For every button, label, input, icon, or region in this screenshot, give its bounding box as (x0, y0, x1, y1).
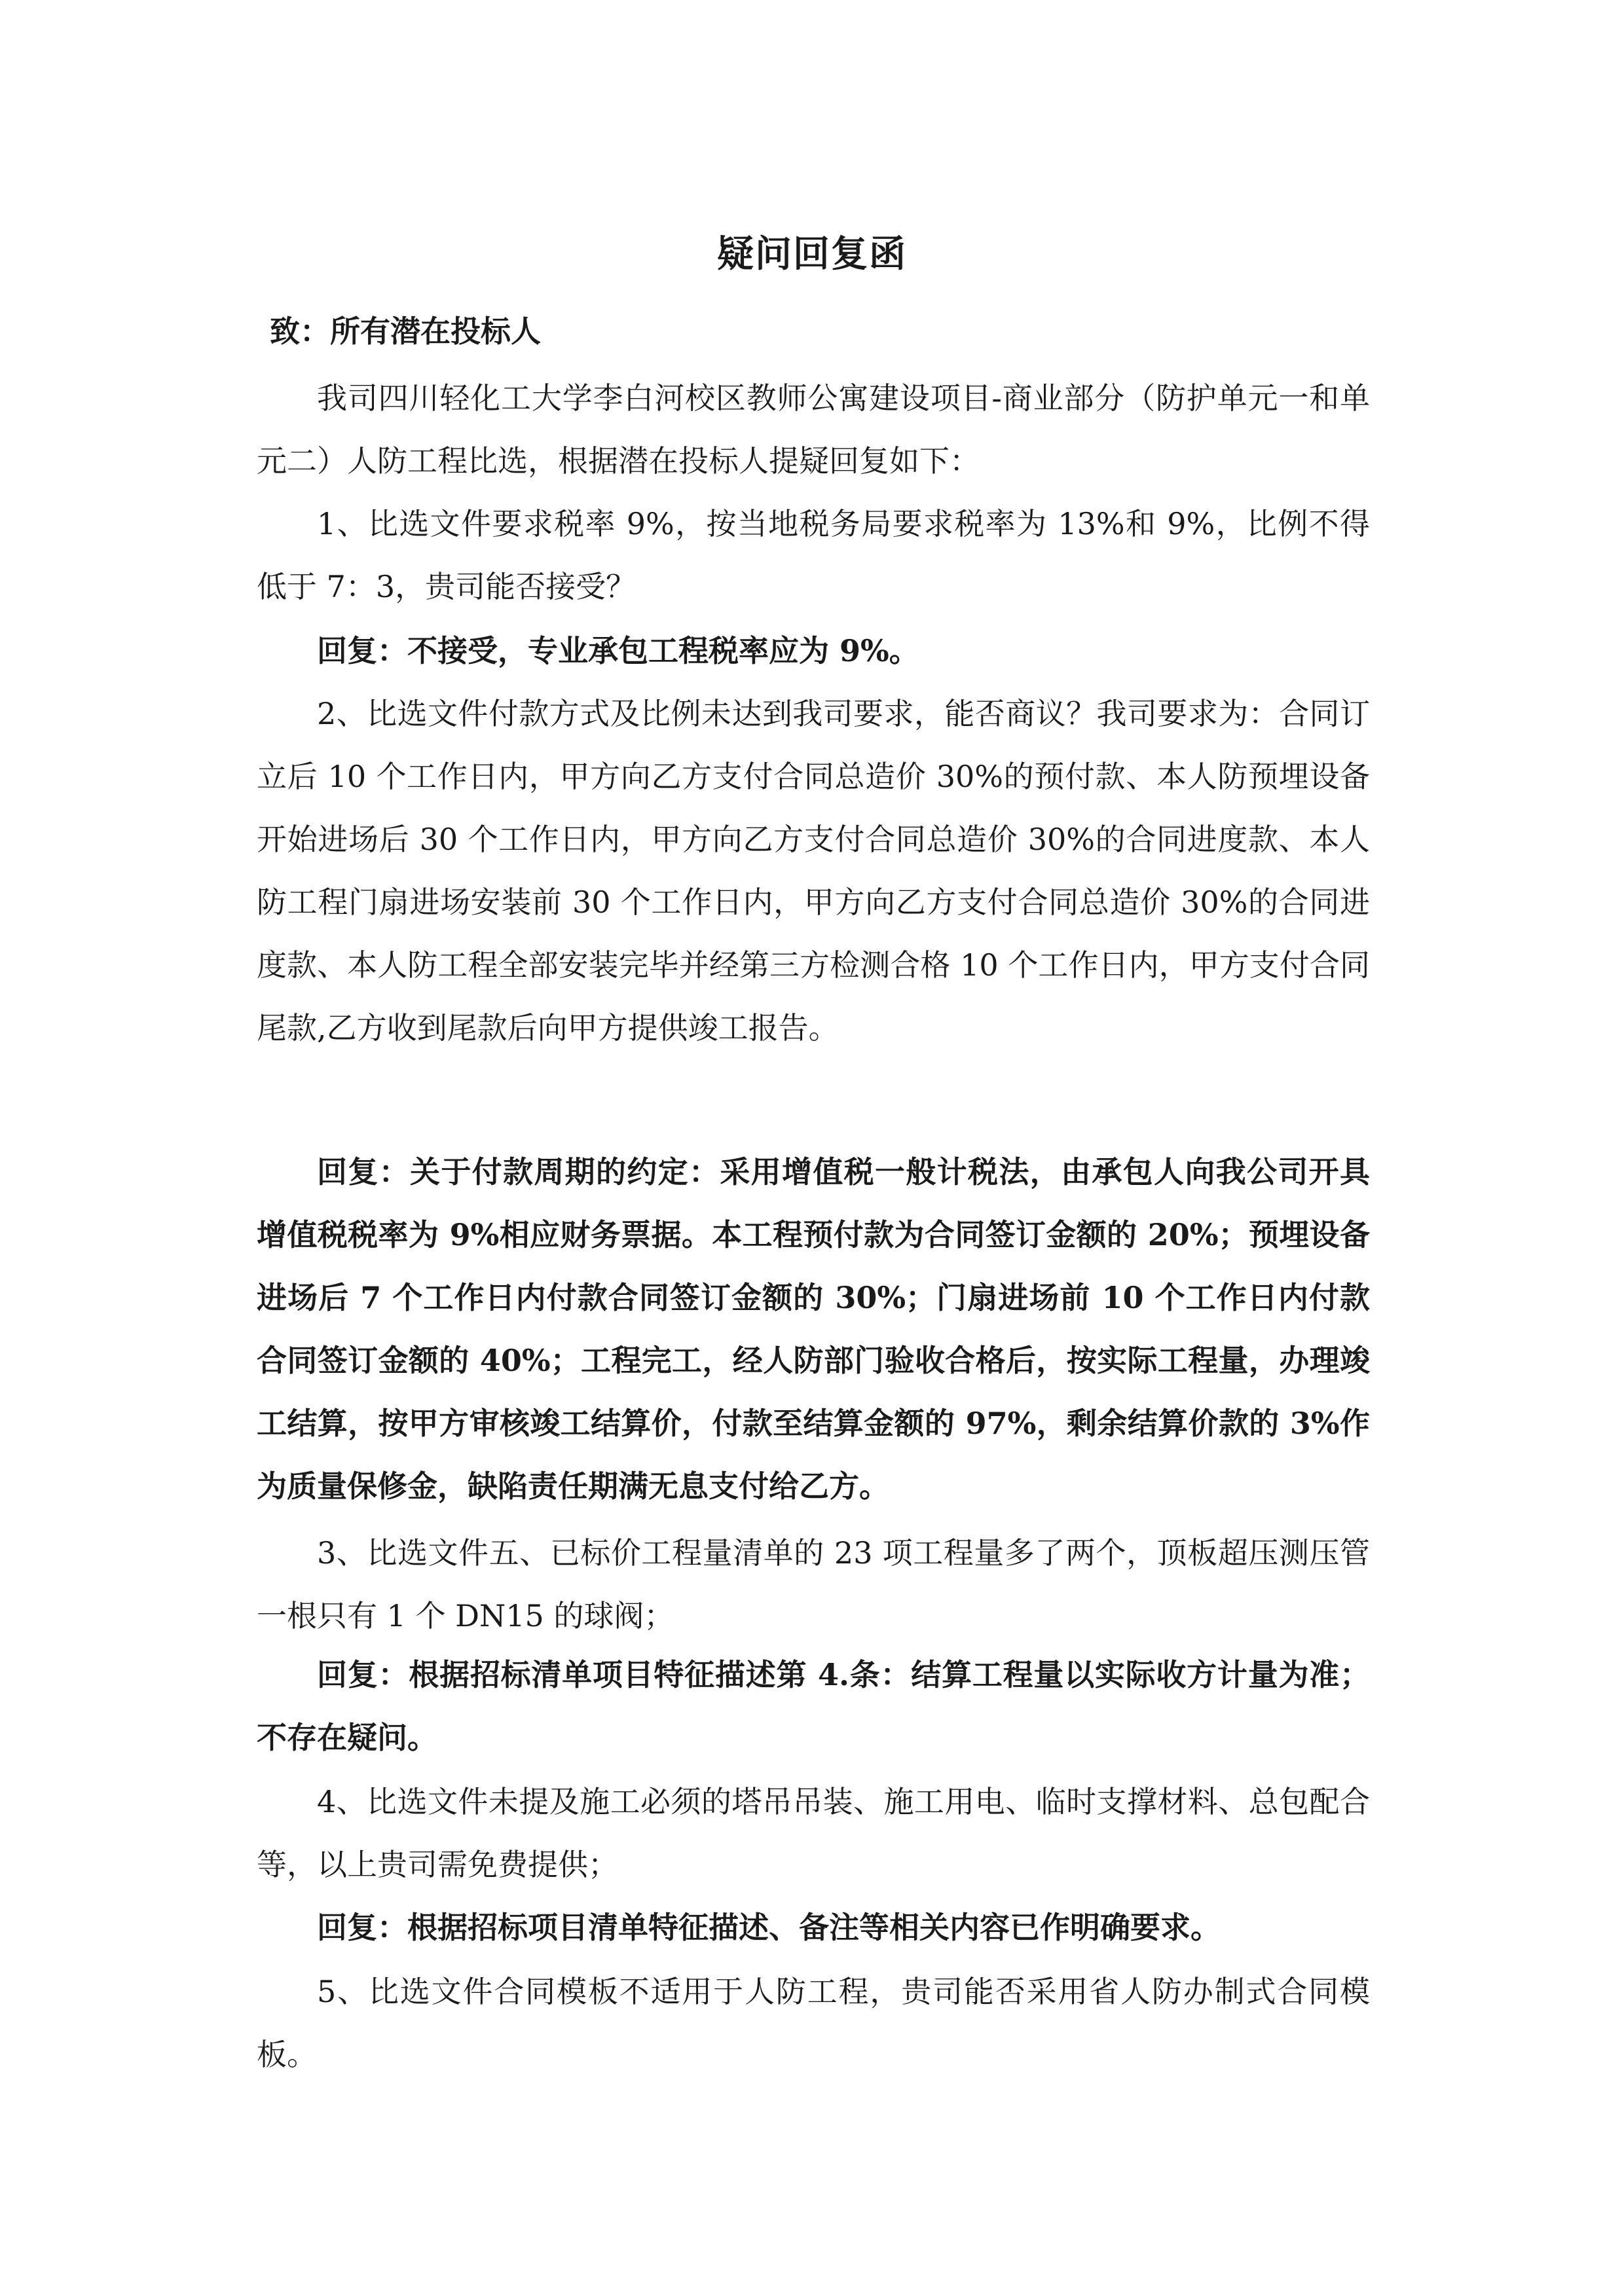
question-2: 2、比选文件付款方式及比例未达到我司要求，能否商议？我司要求为：合同订立后 10 个工作日内，甲方向乙方支付合同总造价 30%的预付款、本人防预埋设备开始进场后 30 个工作日内，甲方向乙方支付合同总造价 30%的合同进度款、本人防工程门扇进场安装前 30 个工作日内，甲方向乙方支付合同总造价 30%的合同进度款、本人防工程全部安装完毕并经第三方检测合格 10 个工作日内，甲方支付合同尾款,乙方收到尾款后向甲方提供竣工报告。 (257, 696, 1370, 1046)
question-3: 3、比选文件五、已标价工程量清单的 23 项工程量多了两个，顶板超压测压管一根只有 1 个 DN15 的球阀； (257, 1535, 1370, 1633)
reply-2: 回复：关于付款周期的约定：采用增值税一般计税法，由承包人向我公司开具增值税税率为 9%相应财务票据。本工程预付款为合同签订金额的 20%；预埋设备进场后 7 个工作日内付款合同签订金额的 30%；门扇进场前 10 个工作日内付款合同签订金额的 40%；工程完工，经人防部门验收合格后，按实际工程量，办理竣工结算，按甲方审核竣工结算价，付款至结算金额的 97%，剩余结算价款的 3%作为质量保修金，缺陷责任期满无息支付给乙方。 (257, 1154, 1370, 1504)
question-4: 4、比选文件未提及施工必须的塔吊吊装、施工用电、临时支撑材料、总包配合等，以上贵司需免费提供； (257, 1784, 1370, 1882)
question-1: 1、比选文件要求税率 9%，按当地税务局要求税率为 13%和 9%，比例不得低于 7：3，贵司能否接受？ (257, 506, 1370, 604)
document-title: 疑问回复函 (717, 232, 907, 276)
question-5: 5、比选文件合同模板不适用于人防工程，贵司能否采用省人防办制式合同模板。 (257, 1974, 1370, 2072)
reply-3: 回复：根据招标清单项目特征描述第 4.条：结算工程量以实际收方计量为准；不存在疑问。 (257, 1657, 1370, 1755)
salutation: 致：所有潜在投标人 (270, 314, 541, 349)
intro-paragraph: 我司四川轻化工大学李白河校区教师公寓建设项目-商业部分（防护单元一和单元二）人防工程比选，根据潜在投标人提疑回复如下： (257, 380, 1370, 479)
reply-4: 回复：根据招标项目清单特征描述、备注等相关内容已作明确要求。 (317, 1910, 1221, 1945)
reply-1: 回复：不接受，专业承包工程税率应为 9%。 (317, 633, 919, 668)
